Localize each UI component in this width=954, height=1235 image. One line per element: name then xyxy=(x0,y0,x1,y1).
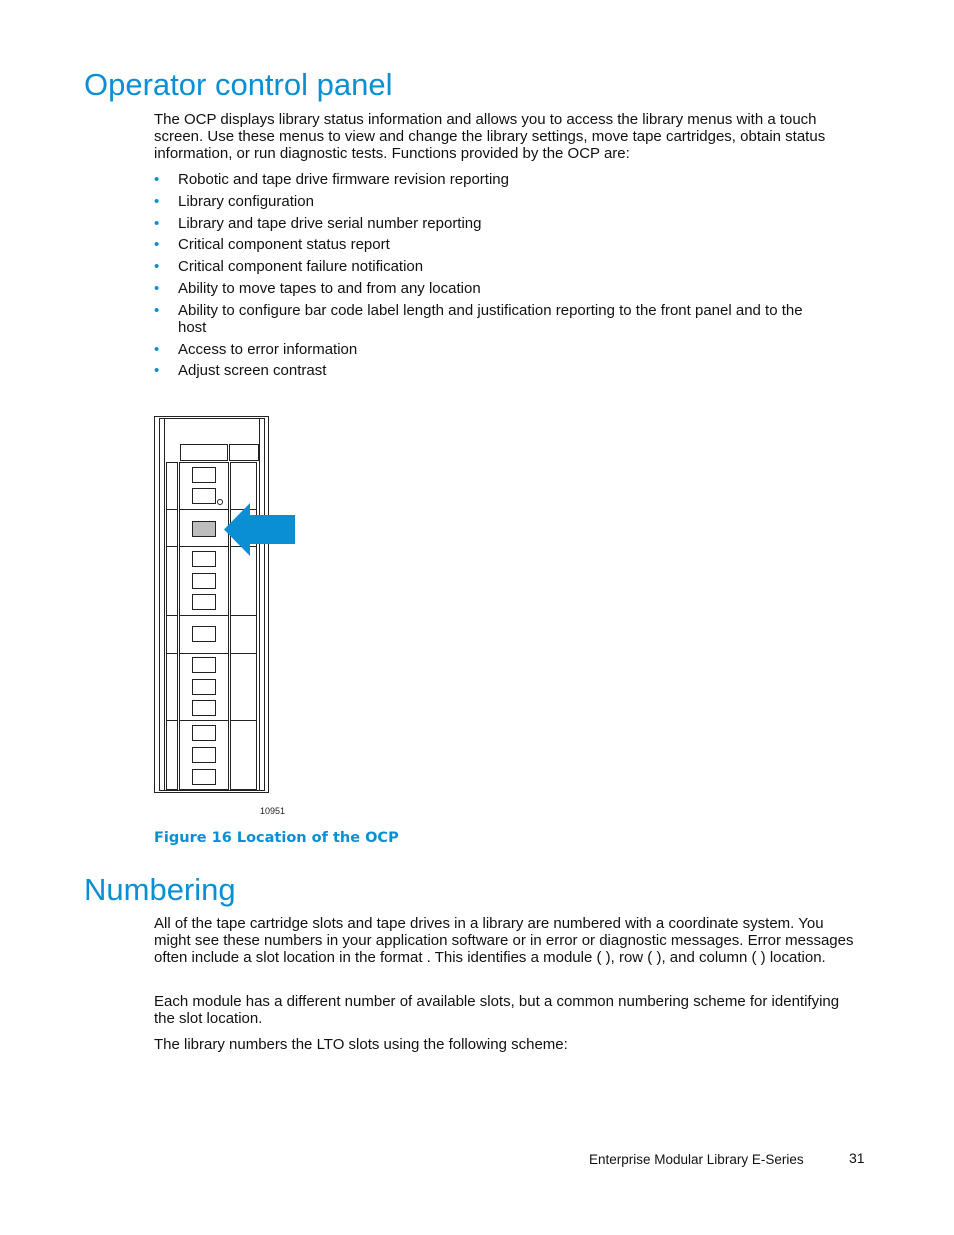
list-item: • Ability to configure bar code label length and justification reporting to the front panel and to the host xyxy=(154,301,803,336)
numbering-paragraph-1: All of the tape cartridge slots and tape drives in a library are numbered with a coordinate system. You might see these numbers in your application software or in error or diagnostic messages. Error messages often include a slot location in the format . This identifies a module ( ), row ( ), and column ( ) location. xyxy=(154,915,854,966)
list-item: • Library and tape drive serial number reporting xyxy=(154,214,482,232)
bullet-icon: • xyxy=(154,340,160,358)
footer-page-number: 31 xyxy=(849,1150,865,1166)
ocp-functions-list xyxy=(154,171,834,384)
intro-paragraph: The OCP displays library status information and allows you to access the library menus with a touch screen. Use these menus to view and change the library settings, move tape cartridges, obtain status information, or run diagnostic tests. Functions provided by the OCP are: xyxy=(154,111,826,162)
list-item: • Robotic and tape drive firmware revision reporting xyxy=(154,171,509,188)
list-item: • Critical component failure notification xyxy=(154,258,424,276)
figure-caption: Figure 16 Location of the OCP xyxy=(154,830,399,846)
footer-book-title: Enterprise Modular Library E-Series xyxy=(589,1152,804,1167)
bullet-icon: • xyxy=(154,214,160,232)
library-ocp-diagram xyxy=(150,412,310,802)
numbering-paragraph-3: The library numbers the LTO slots using the following scheme: xyxy=(154,1036,568,1053)
library-cabinet-outline xyxy=(155,417,269,793)
numbering-paragraph-2: Each module has a different number of available slots, but a common numbering scheme for identifying the slot location. xyxy=(154,993,840,1027)
list-item: • Ability to move tapes to and from any location xyxy=(154,279,481,297)
bullet-icon: • xyxy=(154,362,160,380)
section-heading-numbering: Numbering xyxy=(84,872,236,907)
list-item: • Library configuration xyxy=(154,192,314,210)
ocp-screen-highlight xyxy=(193,522,216,537)
bullet-icon: • xyxy=(154,236,160,254)
list-item: • Access to error information xyxy=(154,340,358,358)
list-item: • Critical component status report xyxy=(154,236,390,254)
bullet-icon: • xyxy=(154,279,160,297)
figure-number: 10951 xyxy=(260,806,286,816)
bullet-icon: • xyxy=(154,258,160,276)
bullet-icon: • xyxy=(154,192,160,210)
list-item: • Adjust screen contrast xyxy=(154,362,327,380)
section-heading-operator-control-panel: Operator control panel xyxy=(84,67,393,102)
bullet-icon: • xyxy=(154,301,160,319)
bullet-icon: • xyxy=(154,171,160,188)
